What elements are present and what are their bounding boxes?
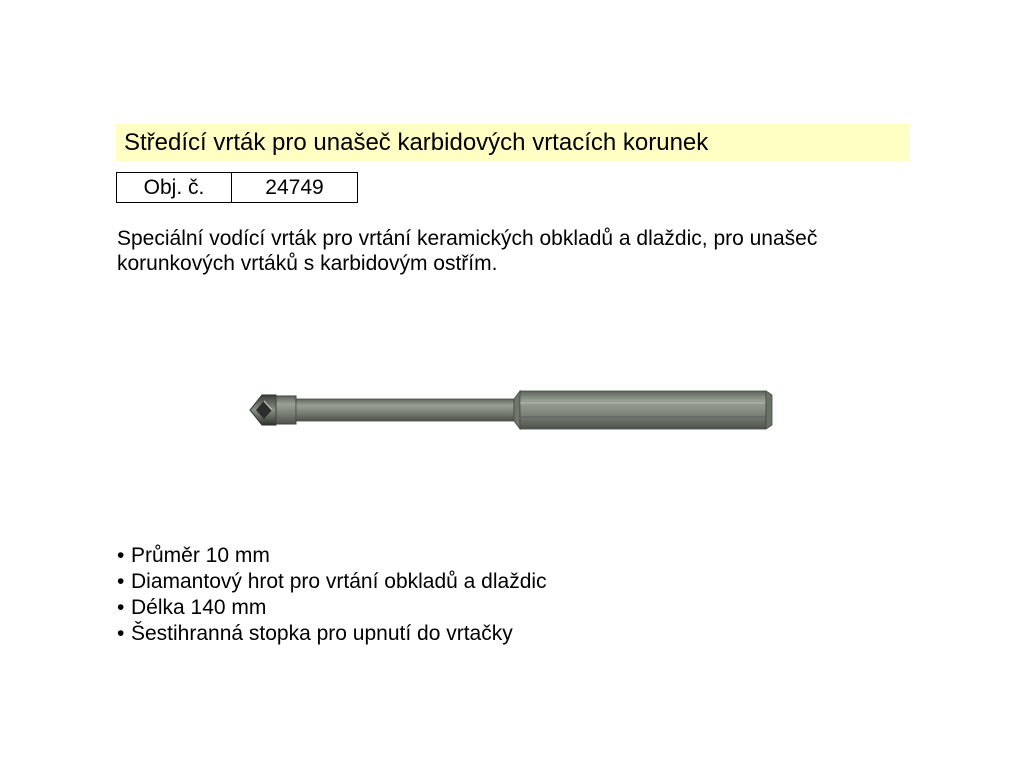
bullet-icon: • [117,622,125,645]
order-code-table [116,172,358,203]
feature-text: Šestihranná stopka pro upnutí do vrtačky [131,622,513,645]
order-code-row [117,173,358,203]
feature-text: Diamantový hrot pro vrtání obkladů a dlaždic [131,570,547,593]
product-description: Speciální vodící vrták pro vrtání keramických obkladů a dlaždic, pro unašeč korunkových vrtáků s karbidovým ostřím. [117,227,818,275]
feature-list [117,543,547,647]
feature-text: Délka 140 mm [131,596,267,619]
bullet-icon: • [117,544,125,567]
bullet-icon: • [117,596,125,619]
product-title-text: Středící vrták pro unašeč karbidových vrtacích korunek [124,129,709,156]
feature-text: Průměr 10 mm [131,544,270,567]
list-item [117,569,547,595]
drill-bit-icon [248,382,774,438]
order-code-label: Obj. č. [117,173,232,203]
list-item [117,621,547,647]
order-code-value: 24749 [232,173,358,203]
product-title [116,124,910,161]
list-item [117,543,547,569]
list-item [117,595,547,621]
bullet-icon: • [117,570,125,593]
